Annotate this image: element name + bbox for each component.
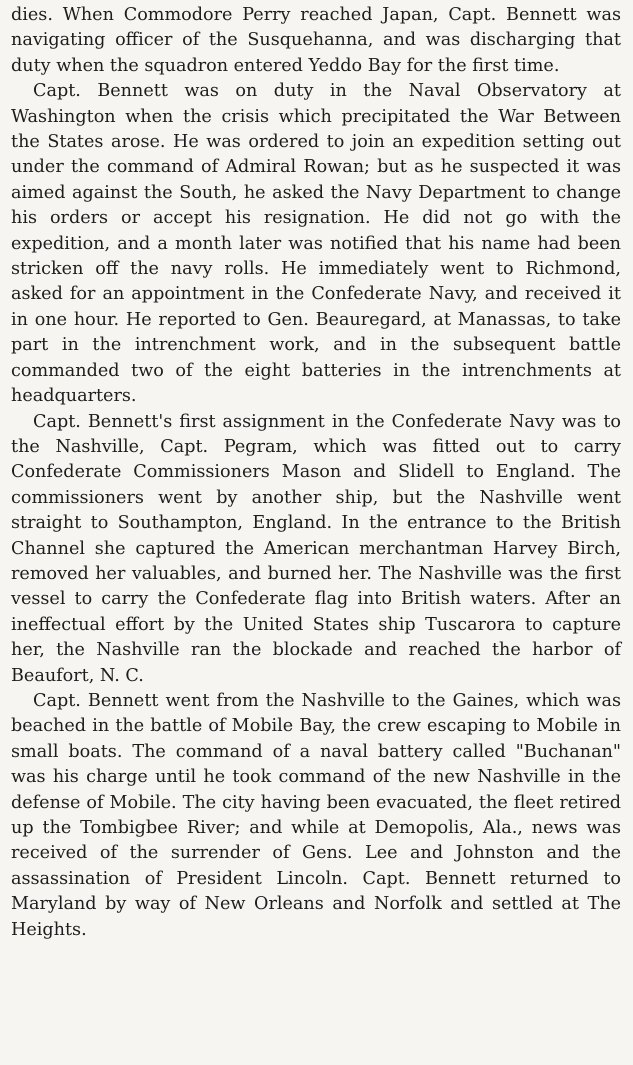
paragraph-naval-observatory: Capt. Bennett was on duty in the Naval Observatory at Washington when the crisis which precipitated the War Between the States arose. He was ordered to join an expedition setting out under the command of Admiral Rowan; but as he suspected it was aimed against the South, he asked the Navy Department to change his orders or accept his resignation. He did not go with the expedition, and a month later was notified that his name had been stricken off the navy rolls. He immediately went to Richmond, asked for an appointment in the Confederate Navy, and received it in one hour. He reported to Gen. Beauregard, at Manassas, to take part in the intrenchment work, and in the subsequent battle commanded two of the eight batteries in the intrenchments at headquarters. xyxy=(11,81,621,407)
paragraph-gaines-mobile: Capt. Bennett went from the Nashville to the Gaines, which was beached in the battle of Mobile Bay, the crew escaping to Mobile in small boats. The command of a naval battery called "Buchanan" was his charge until he took command of the new Nashville in the defense of Mobile. The city having been evacuated, the fleet retired up the Tombigbee River; and while at Demopolis, Ala., news was received of the surrender of Gens. Lee and Johnston and the assassination of President Lincoln. Capt. Bennett returned to Maryland by way of New Orleans and Norfolk and settled at The Heights. xyxy=(11,690,621,940)
document-page xyxy=(11,0,621,943)
paragraph-perry-japan: dies. When Commodore Perry reached Japan, Capt. Bennett was navigating officer of the Susquehanna, and was discharging that duty when the squadron entered Yeddo Bay for the first time. xyxy=(11,5,621,76)
paragraph-nashville-assignment: Capt. Bennett's first assignment in the Confederate Navy was to the Nashville, Capt. Pegram, which was fitted out to carry Confederate Commissioners Mason and Slidell to England. The commissioners went by another ship, but the Nashville went straight to Southampton, England. In the entrance to the British Channel she captured the American merchantman Harvey Birch, removed her valuables, and burned her. The Nashville was the first vessel to carry the Confederate flag into British waters. After an ineffectual effort by the United States ship Tuscarora to capture her, the Nashville ran the blockade and reached the harbor of Beaufort, N. C. xyxy=(11,411,621,686)
